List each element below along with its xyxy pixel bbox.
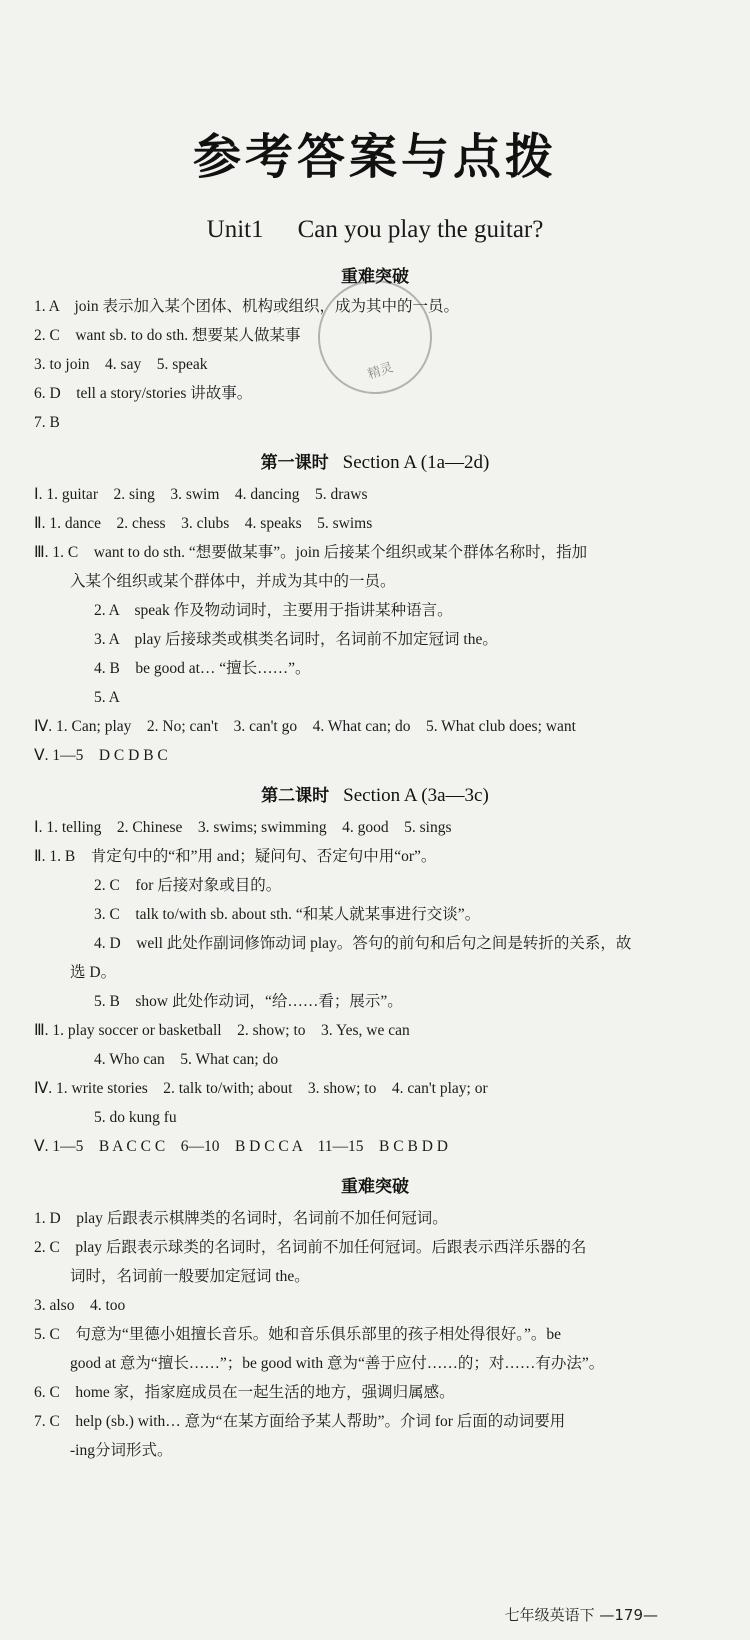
section-heading-4: 重难突破 bbox=[341, 1177, 409, 1197]
answer-line: 1. A join 表示加入某个团体、机构或组织，成为其中的一员。 bbox=[34, 298, 459, 315]
answer-line: Ⅲ. 1. C want to do sth. “想要做某事”。join 后接某个组织或某个群体名称时，指加 bbox=[34, 544, 588, 561]
answer-line: 5. C 句意为“里德小姐擅长音乐。她和音乐俱乐部里的孩子相处得很好。”。be bbox=[34, 1326, 561, 1343]
answer-line: 2. A speak 作及物动词时，主要用于指讲某种语言。 bbox=[94, 602, 453, 619]
answer-line: Ⅱ. 1. dance 2. chess 3. clubs 4. speaks 5. swims bbox=[34, 515, 373, 532]
unit-number: Unit1 bbox=[206, 216, 264, 243]
page-footer: 七年级英语下 —179— bbox=[504, 1606, 658, 1624]
section-heading-3: 第二课时 Section A (3a—3c) bbox=[261, 785, 489, 806]
section-heading-2: 第一课时 Section A (1a—2d) bbox=[260, 452, 490, 473]
answer-line: 词时，名词前一般要加定冠词 the。 bbox=[70, 1268, 310, 1285]
answer-line: Ⅱ. 1. B 肯定句中的“和”用 and；疑问句、否定句中用“or”。 bbox=[34, 848, 437, 865]
answer-line: 5. B show 此处作动词，“给……看；展示”。 bbox=[94, 993, 403, 1010]
answer-line: 7. B bbox=[34, 414, 60, 431]
answer-line: 2. C play 后跟表示球类的名词时，名词前不加任何冠词。后跟表示西洋乐器的名 bbox=[34, 1239, 587, 1256]
answer-line: Ⅴ. 1—5 D C D B C bbox=[34, 747, 168, 764]
answer-line: 1. D play 后跟表示棋牌类的名词时，名词前不加任何冠词。 bbox=[34, 1210, 448, 1227]
answer-line: 4. Who can 5. What can; do bbox=[94, 1051, 279, 1068]
answer-line: 6. C home 家，指家庭成员在一起生活的地方，强调归属感。 bbox=[34, 1384, 455, 1401]
answer-line: Ⅴ. 1—5 B A C C C 6—10 B D C C A 11—15 B C B D D bbox=[34, 1138, 448, 1155]
unit-heading bbox=[0, 216, 750, 244]
answer-line: 选 D。 bbox=[70, 964, 117, 981]
answer-line: 入某个组织或某个群体中，并成为其中的一员。 bbox=[70, 573, 396, 590]
answer-line: 6. D tell a story/stories 讲故事。 bbox=[34, 385, 253, 402]
answer-line: 5. A bbox=[94, 689, 120, 706]
answer-line: Ⅲ. 1. play soccer or basketball 2. show; to 3. Yes, we can bbox=[34, 1022, 410, 1039]
answer-line: -ing分词形式。 bbox=[70, 1442, 173, 1459]
answer-line: 3. A play 后接球类或棋类名词时，名词前不加定冠词 the。 bbox=[94, 631, 498, 648]
answer-line: 4. B be good at… “擅长……”。 bbox=[94, 660, 311, 677]
answer-line: 4. D well 此处作副词修饰动词 play。答句的前句和后句之间是转折的关系，故 bbox=[94, 935, 632, 952]
unit-name: Can you play the guitar? bbox=[297, 216, 544, 243]
answer-line: Ⅳ. 1. Can; play 2. No; can't 3. can't go 4. What can; do 5. What club does; want bbox=[34, 718, 576, 735]
section-heading-1: 重难突破 bbox=[341, 267, 409, 287]
answer-line: 2. C for 后接对象或目的。 bbox=[94, 877, 282, 894]
answer-line: Ⅰ. 1. telling 2. Chinese 3. swims; swimming 4. good 5. sings bbox=[34, 819, 452, 836]
page-title: 参考答案与点拨 bbox=[192, 129, 557, 185]
answer-line: 2. C want sb. to do sth. 想要某人做某事 bbox=[34, 327, 301, 344]
answer-line: good at 意为“擅长……”；be good with 意为“善于应付……的；对……有办法”。 bbox=[70, 1355, 605, 1372]
answer-line: Ⅳ. 1. write stories 2. talk to/with; about 3. show; to 4. can't play; or bbox=[34, 1080, 488, 1097]
answer-line: 3. C talk to/with sb. about sth. “和某人就某事进行交谈”。 bbox=[94, 906, 481, 923]
stamp-text: 精灵 bbox=[365, 360, 396, 383]
answer-line: 3. also 4. too bbox=[34, 1297, 126, 1314]
answer-line: 3. to join 4. say 5. speak bbox=[34, 356, 208, 373]
answer-line: 5. do kung fu bbox=[94, 1109, 177, 1126]
answer-line: Ⅰ. 1. guitar 2. sing 3. swim 4. dancing 5. draws bbox=[34, 486, 368, 503]
answer-line: 7. C help (sb.) with… 意为“在某方面给予某人帮助”。介词 for 后面的动词要用 bbox=[34, 1413, 566, 1430]
